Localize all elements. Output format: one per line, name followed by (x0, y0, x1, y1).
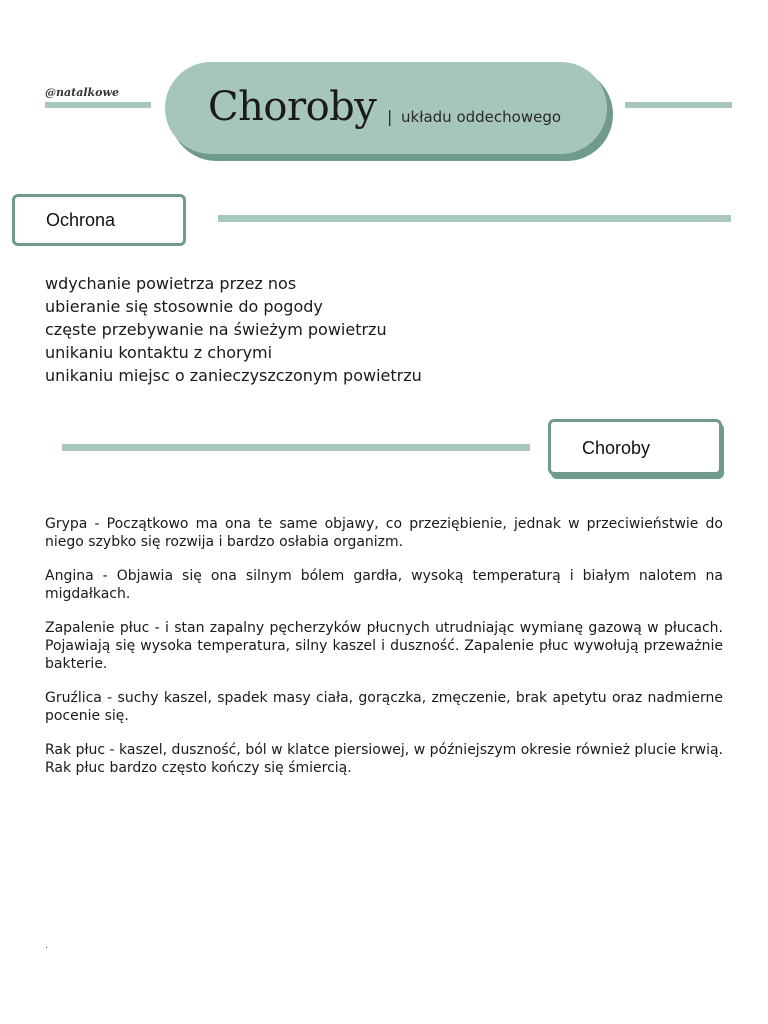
section-heading-diseases: Choroby (582, 438, 651, 458)
section-rule-protection (218, 215, 731, 222)
page-subtitle: układu oddechowego (401, 108, 562, 126)
list-item: Angina - Objawia się ona silnym bólem gardła, wysoką temperaturą i białym nalotem na migdałkach. (45, 568, 723, 602)
section-heading-protection: Ochrona (46, 210, 116, 230)
list-item: Grypa - Początkowo ma ona te same objawy, co przeziębienie, jednak w przeciwieństwie do niego szybko się rozwija i bardzo osłabia organizm. (45, 516, 723, 550)
list-item: unikaniu kontaktu z chorymi (45, 343, 273, 362)
list-item: Gruźlica - suchy kaszel, spadek masy ciała, gorączka, zmęczenie, brak apetytu oraz nadmierne pocenie się. (45, 690, 723, 724)
header-rule-right (625, 102, 732, 108)
list-item: unikaniu miejsc o zanieczyszczonym powietrzu (45, 366, 422, 385)
section-rule-diseases (62, 444, 530, 451)
diseases-list (45, 515, 723, 793)
footer-mark: . (45, 940, 49, 951)
list-item: Rak płuc - kaszel, duszność, ból w klatce piersiowej, w późniejszym okresie również plucie krwią. Rak płuc bardzo często kończy się śmiercią. (45, 742, 723, 776)
list-item: ubieranie się stosownie do pogody (45, 297, 323, 316)
list-item: częste przebywanie na świeżym powietrzu (45, 320, 387, 339)
section-box-protection (12, 194, 186, 246)
protection-list (45, 272, 422, 387)
page-title: Choroby (208, 84, 377, 130)
list-item: Zapalenie płuc - i stan zapalny pęcherzyków płucnych utrudniając wymianę gazową w płucach. Pojawiają się wysoka temperatura, silny kaszel i duszność. Zapalenie płuc wywołują przeważnie bakterie. (45, 620, 723, 672)
list-item: wdychanie powietrza przez nos (45, 274, 297, 293)
header-rule-left (45, 102, 151, 108)
author-handle: @natalkowe (45, 86, 119, 99)
title-separator: | (387, 107, 393, 126)
section-box-diseases (548, 419, 722, 475)
